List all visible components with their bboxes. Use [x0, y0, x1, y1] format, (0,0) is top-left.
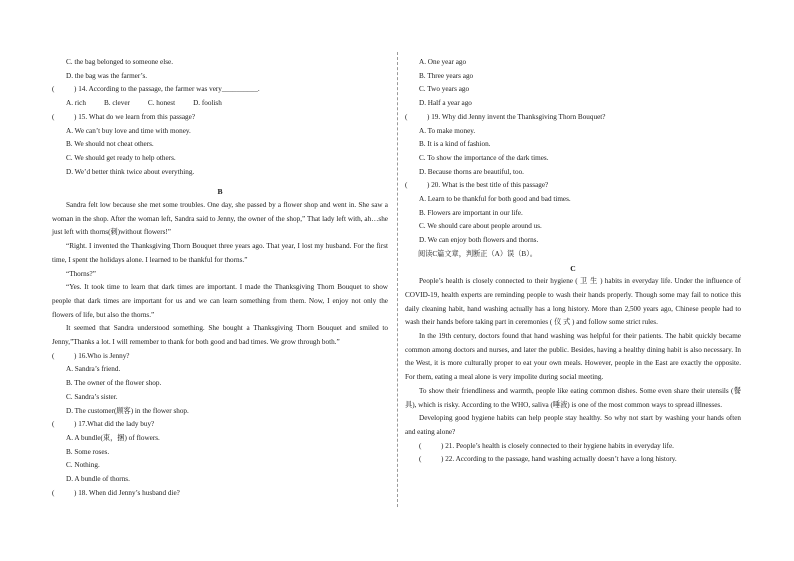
- section-c-instruction: 阅读C篇文章，判断正（A）误（B）。: [418, 249, 537, 258]
- q16-option-b: B. The owner of the flower shop.: [66, 379, 162, 388]
- statement-21: ( ) 21. People’s health is closely connected to their hygiene habits in everyday life.: [419, 441, 674, 450]
- q16-option-c: C. Sandra’s sister.: [66, 392, 118, 401]
- q18-stem: ( ) 18. When did Jenny’s husband die?: [52, 488, 180, 497]
- passage-c-paragraph-1: People’s health is closely connected to their hygiene ( 卫 生 ) habits in everyday life. Under the influence of COVID-19, health experts are reminding people to wash their hands properly. Though some may fail to notice this daily cleaning habit, hand washing actually has a long history. More than 2,500 years ago, Chinese people had to wash their hands before taking part in ceremonies ( 仪 式 ) and follow some strict rules.: [405, 277, 741, 327]
- q15-option-c: C. We should get ready to help others.: [66, 153, 176, 162]
- q16-option-a: A. Sandra’s friend.: [66, 365, 121, 374]
- q19-option-b: B. It is a kind of fashion.: [419, 140, 491, 149]
- q19-option-d: D. Because thorns are beautiful, too.: [419, 167, 524, 176]
- q13-option-d: D. the bag was the farmer’s.: [66, 71, 148, 80]
- q14-option-b: B. clever: [103, 99, 130, 108]
- q18-option-c: C. Two years ago: [419, 85, 470, 94]
- q15-option-d: D. We’d better think twice about everything.: [66, 167, 195, 176]
- q16-stem: ( ) 16.Who is Jenny?: [52, 351, 130, 360]
- passage-b-paragraph-4: “Yes. It took time to learn that dark times are important. I made the Thanksgiving Thorn Bouquet to show people that dark times are important for us and we can learn something from them. Now, I enjoy not only the flowers of life, but also the thorns.”: [52, 283, 388, 319]
- passage-c-paragraph-4: Developing good hygiene habits can help people stay healthy. So why not start by washing your hands often and eating alone?: [405, 414, 741, 436]
- q14-stem: ( ) 14. According to the passage, the farmer was very__________.: [52, 85, 260, 94]
- section-b-heading: B: [217, 187, 223, 197]
- q20-option-b: B. Flowers are important in our life.: [419, 208, 523, 217]
- column-divider: [397, 52, 398, 507]
- passage-b-paragraph-3: “Thorns?”: [66, 269, 96, 278]
- q15-option-b: B. We should not cheat others.: [66, 140, 154, 149]
- q18-option-a: A. One year ago: [419, 58, 467, 66]
- passage-b-paragraph-2: “Right. I invented the Thanksgiving Thorn Bouquet three years ago. That year, I lost my husband. For the first time, I spent the holidays alone. I learned to be thankful for thorns.”: [52, 242, 388, 264]
- q17-option-a: A. A bundle(束，捆) of flowers.: [66, 433, 160, 442]
- q14-option-c: C. honest: [147, 99, 176, 108]
- q15-stem: ( ) 15. What do we learn from this passage?: [52, 112, 196, 121]
- q19-option-c: C. To show the importance of the dark times.: [419, 153, 549, 162]
- right-column: [405, 56, 741, 467]
- q18-option-b: B. Three years ago: [419, 71, 474, 80]
- q19-stem: ( ) 19. Why did Jenny invent the Thanksgiving Thorn Bouquet?: [405, 112, 606, 121]
- q13-option-c: C. the bag belonged to someone else.: [66, 58, 173, 66]
- q19-option-a: A. To make money.: [419, 126, 476, 135]
- q20-option-d: D. We can enjoy both flowers and thorns.: [419, 236, 539, 245]
- section-c-heading: C: [570, 263, 576, 273]
- q15-option-a: A. We can’t buy love and time with money.: [66, 126, 191, 135]
- passage-b-paragraph-1: Sandra felt low because she met some troubles. One day, she passed by a flower shop and went in. She saw a woman in the shop. After the woman left, Sandra said to Jenny, the owner of the shop,” That lady left with, ah…she just left with thorns(刺)without flowers!”: [52, 201, 388, 237]
- passage-b-paragraph-5: It seemed that Sandra understood something. She bought a Thanksgiving Thorn Bouquet and smiled to Jenny,”Thanks a lot. I will remember to thank for both good and bad times. We grow through both.”: [52, 324, 388, 347]
- q20-option-a: A. Learn to be thankful for both good and bad times.: [419, 195, 571, 204]
- q20-option-c: C. We should care about people around us.: [419, 222, 542, 231]
- q17-stem: ( ) 17.What did the lady buy?: [52, 420, 155, 429]
- statement-22: ( ) 22. According to the passage, hand washing actually doesn’t have a long history.: [419, 455, 677, 464]
- q17-option-c: C. Nothing.: [66, 461, 100, 470]
- left-column: [52, 56, 388, 501]
- q20-stem: ( ) 20. What is the best title of this passage?: [405, 181, 549, 190]
- q14-option-d: D. foolish: [193, 99, 222, 108]
- q18-option-d: D. Half a year ago: [419, 99, 472, 108]
- q17-option-b: B. Some roses.: [66, 447, 110, 456]
- q14-option-a: A. rich: [66, 99, 86, 108]
- passage-c-paragraph-2: In the 19th century, doctors found that hand washing was helpful for their patients. The habit quickly became common among doctors and nurses, and later the public. Besides, having a healthy dining habit is also necessary. In the West, it is more culturally proper to eat your own meals. However, people in the East are exactly the opposite. For them, eating a meal alone is very impolite during social meeting.: [405, 332, 741, 382]
- q14-options: [52, 97, 388, 111]
- q17-option-d: D. A bundle of thorns.: [66, 475, 130, 484]
- q16-option-d: D. The customer(顾客) in the flower shop.: [66, 406, 189, 415]
- passage-c-paragraph-3: To show their friendliness and warmth, people like eating common dishes. Some even share their utensils (餐具), which is risky. According to the WHO, saliva (唾液) is one of the most common ways to spread illnesses.: [405, 386, 741, 409]
